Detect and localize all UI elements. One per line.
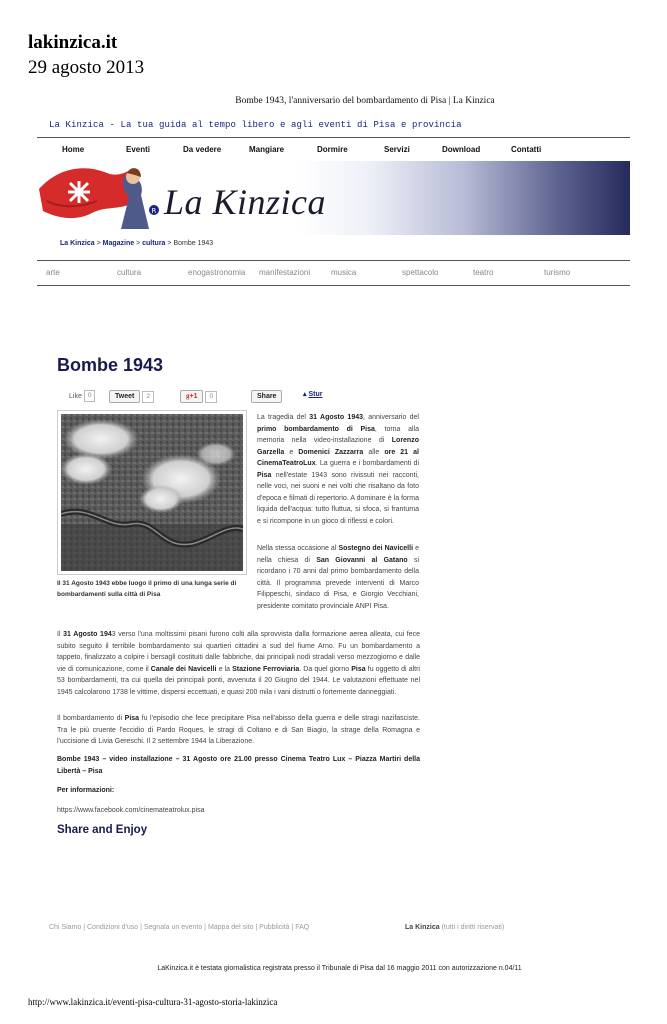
- nav-da-vedere[interactable]: Da vedere: [183, 145, 222, 154]
- stumbleupon-icon: ▴: [303, 391, 309, 398]
- category-bar: [37, 262, 630, 286]
- nav-home[interactable]: Home: [62, 145, 85, 154]
- breadcrumb-separator: >: [165, 240, 174, 247]
- article-paragraph-2: Nella stessa occasione al Sostegno dei Navicelli e nella chiesa di San Giovanni al Gatano si ricordano i 70 anni dal primo bombardamento della città. Il programma prevede interventi di Marco Filippeschi, sindaco di Pisa, e Giorgio Vecchiani, presidente comitato provinciale ANPI Pisa.: [257, 545, 420, 610]
- breadcrumb: [60, 240, 213, 247]
- like-count: 0: [84, 390, 96, 402]
- cat-turismo[interactable]: turismo: [544, 268, 571, 277]
- breadcrumb-current: Bombe 1943: [173, 240, 214, 247]
- footer-brand[interactable]: La Kinzica: [405, 924, 440, 931]
- footer-rights: (tutti i diritti riservati): [439, 924, 505, 931]
- breadcrumb-magazine-link[interactable]: Magazine: [102, 240, 135, 247]
- share-and-enjoy-heading: Share and Enjoy: [57, 824, 148, 836]
- nav-mangiare[interactable]: Mangiare: [249, 145, 285, 154]
- tweet-label: Tweet: [109, 390, 140, 403]
- share-label: Share: [251, 390, 282, 403]
- svg-text:R: R: [151, 207, 157, 215]
- breadcrumb-separator: >: [134, 240, 143, 247]
- site-banner[interactable]: [37, 161, 630, 235]
- category-bottom-divider: [37, 285, 630, 286]
- nav-eventi[interactable]: Eventi: [126, 145, 151, 154]
- page-url: http://www.lakinzica.it/eventi-pisa-cultura-31-agosto-storia-lakinzica: [28, 997, 278, 1007]
- cat-arte[interactable]: arte: [46, 268, 60, 277]
- gplus-count: 0: [205, 391, 217, 403]
- article-photo-frame: [57, 410, 247, 575]
- article-paragraph-1: La tragedia del 31 Agosto 1943, anniversario del primo bombardamento di Pisa, torna alla memoria nella video-installazione di Lorenzo Garzella e Domenici Zazzarra alle ore 21 al CinemaTeatroLux. La guerra e i bombardamenti di Pisa nell'estate 1943 sono rivissuti nei racconti, nelle voci, nei suoni e nei volti che risaltano da foto d'epoca e filmati di repertorio. A dominare è la forma liquida dell'acqua: tutto fluttua, si sfoca, si frantuma e si ricompone in un gioco di riflessi e colori.: [257, 414, 420, 525]
- flag-lady-logo-icon: [37, 161, 167, 235]
- facebook-link[interactable]: https://www.facebook.com/cinemateatrolux.pisa: [57, 807, 205, 814]
- nav-dormire[interactable]: Dormire: [317, 145, 348, 154]
- cat-teatro[interactable]: teatro: [473, 268, 494, 277]
- article-title: Bombe 1943: [57, 355, 164, 375]
- like-label: Like: [69, 392, 82, 400]
- nav-contatti[interactable]: Contatti: [511, 145, 542, 154]
- cat-manifestazioni[interactable]: manifestazioni: [259, 268, 311, 277]
- cat-musica[interactable]: musica: [331, 268, 357, 277]
- page-head-title: Bombe 1943, l'anniversario del bombardamento di Pisa | La Kinzica: [235, 96, 495, 106]
- cat-enogastronomia[interactable]: enogastronomia: [188, 268, 246, 277]
- cat-cultura[interactable]: cultura: [117, 268, 142, 277]
- social-share-row: [57, 390, 337, 406]
- stumbleupon-button[interactable]: [303, 390, 322, 403]
- nav-top-divider: [37, 137, 630, 138]
- tweet-button[interactable]: [109, 390, 154, 403]
- google-plus-button[interactable]: [180, 390, 217, 403]
- aerial-bombing-photo[interactable]: [61, 414, 243, 571]
- info-label: Per informazioni:: [57, 787, 115, 794]
- site-tagline: La Kinzica - La tua guida al tempo libero e agli eventi di Pisa e provincia: [49, 120, 462, 130]
- stumble-label: Stur: [308, 391, 323, 398]
- facebook-like-button[interactable]: [69, 390, 95, 403]
- legal-notice: LaKinzica.it è testata giornalistica registrata presso il Tribunale di Pisa dal 16 maggio 2011 con autorizzazione n.04/11: [157, 965, 522, 972]
- gplus-label: +1: [189, 393, 198, 400]
- google-plus-icon: g+1: [180, 390, 203, 403]
- article-paragraph-3: Il 31 Agosto 1943 verso l'una moltissimi pisani furono colti alla sprovvista dalla formazione aerea alleata, cui fece subito seguito il terribile bombardamento sui quartieri cittadini a sud del fiume Arno. Fu un bombardamento a tappeto, finalizzato a colpire i bersagli costituiti dalle fabbriche, dai principali nodi stradali verso mezzogiorno e dalle vie di comunicazione, come il Canale dei Navicelli e la Stazione Ferroviaria. Da quel giorno Pisa fu oggetto di altri 53 bombardamenti, tra cui quella dei principali ponti, avvenuta il 20 Giugno del 1944. Le valutazioni effettuate nel 1945 calcolarono 1738 le vittime, dispersi eccettuati, e quasi 200 mila i vani distrutti o fortemente danneggiati.: [57, 631, 421, 696]
- site-name: lakinzica.it: [28, 32, 118, 53]
- event-details: Bombe 1943 – video installazione – 31 Agosto ore 21.00 presso Cinema Teatro Lux – Piazza Martiri della Libertà – Pisa: [57, 756, 420, 775]
- footer-links[interactable]: Chi Siamo | Condizioni d'uso | Segnala un evento | Mappa del sito | Pubblicità | FAQ: [49, 924, 310, 931]
- print-date: 29 agosto 2013: [28, 57, 145, 78]
- share-button[interactable]: [251, 390, 282, 403]
- nav-servizi[interactable]: Servizi: [384, 145, 410, 154]
- banner-logo-text: La Kinzica: [164, 182, 327, 222]
- nav-download[interactable]: Download: [442, 145, 481, 154]
- breadcrumb-home-link[interactable]: La Kinzica: [60, 240, 95, 247]
- footer-copyright: [405, 924, 504, 931]
- category-top-divider: [37, 260, 630, 261]
- breadcrumb-separator: >: [94, 240, 103, 247]
- article-paragraph-4: Il bombardamento di Pisa fu l'episodio che fece precipitare Pisa nell'abisso della guerra e delle stragi nazifasciste. Tra le più cruente l'eccidio di Pardo Roques, le stragi di Coltano e di San Biagio, la strage della Romagna e l'uccisione di Livia Gereschi. Il 2 settembre 1944 la Liberazione.: [57, 715, 420, 745]
- breadcrumb-cultura-link[interactable]: cultura: [142, 240, 166, 247]
- cat-spettacolo[interactable]: spettacolo: [402, 268, 439, 277]
- main-nav: [37, 139, 630, 161]
- tweet-count: 2: [142, 391, 154, 403]
- photo-caption: Il 31 Agosto 1943 ebbe luogo il primo di una lunga serie di bombardamenti sulla città di Pisa: [57, 580, 237, 598]
